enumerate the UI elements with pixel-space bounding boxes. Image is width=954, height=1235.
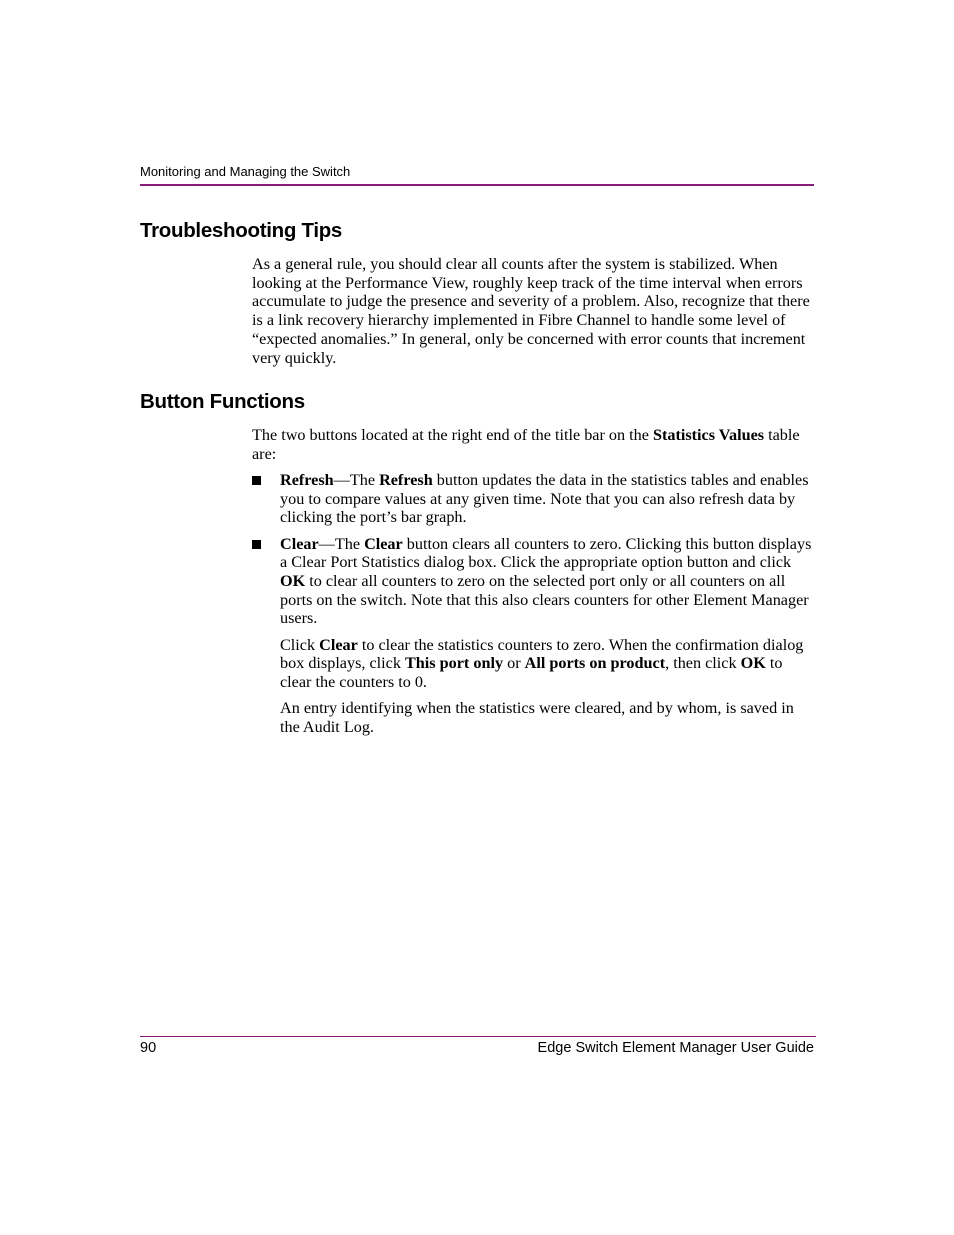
troubleshooting-tips-heading: Troubleshooting Tips [140,219,343,242]
ok-term: OK [280,572,306,591]
square-bullet-icon [252,476,261,485]
refresh-dash: —The [333,471,380,489]
button-list [252,471,817,744]
list-item-refresh [252,471,817,527]
guide-title: Edge Switch Element Manager User Guide [537,1040,814,1056]
sub1-text-e: to clear the counters to 0. [280,654,783,692]
sub1-text-d: , then click [665,654,741,673]
statistics-values-term: Statistics Values [652,426,765,444]
clear-description-b: to clear all counters to zero on the selected port only or all counters on all ports on the switch. Note that this also clears counters for other Element Manager users. [280,572,809,628]
audit-log-paragraph: An entry identifying when the statistics were cleared, and by whom, is saved in the Audit Log. [280,699,794,736]
button-functions-intro [252,426,817,463]
square-bullet-icon [252,540,261,549]
intro-text: The two buttons located at the right end of the title bar on the [252,426,653,444]
intro-text-end: table are: [252,426,800,463]
sub1-this-port-term: This port only [405,654,504,673]
refresh-term-repeat: Refresh [379,471,433,489]
sub1-text-b: to clear the statistics counters to zero. When the confirmation dialog box displays, click [280,635,804,673]
troubleshooting-paragraph: As a general rule, you should clear all counts after the system is stabilized. When looking at the Performance View, roughly keep track of the time interval when errors accumulate to judge the presence and severity of a problem. Also, recognize that there is a link recovery hierarchy implemented in Fibre Channel to handle some level of “expected anomalies.” In general, only be concerned with error counts that increment very quickly. [252,255,810,367]
footer-rule [140,1036,816,1037]
list-item-clear [252,535,817,737]
clear-confirmation-paragraph [280,636,817,692]
page-number: 90 [140,1040,157,1056]
sub1-all-ports-term: All ports on product [524,654,666,673]
clear-term-repeat: Clear [364,534,403,553]
refresh-description: button updates the data in the statistics tables and enables you to compare values at any given time. Note that you can also refresh data by clicking the port’s bar graph. [280,471,809,527]
sub1-ok-term: OK [740,654,766,673]
button-functions-heading: Button Functions [140,390,305,413]
clear-description-a: button clears all counters to zero. Clicking this button displays a Clear Port Statistics dialog box. Click the appropriate option button and click [280,534,812,572]
header-rule [140,184,814,186]
sub1-text-c: or [503,654,525,673]
sub1-text-a: Click [280,635,320,654]
running-header: Monitoring and Managing the Switch [140,164,351,179]
clear-term: Clear [280,534,319,553]
sub1-clear-term: Clear [319,635,358,654]
refresh-term: Refresh [280,471,334,489]
clear-dash: —The [318,534,365,553]
